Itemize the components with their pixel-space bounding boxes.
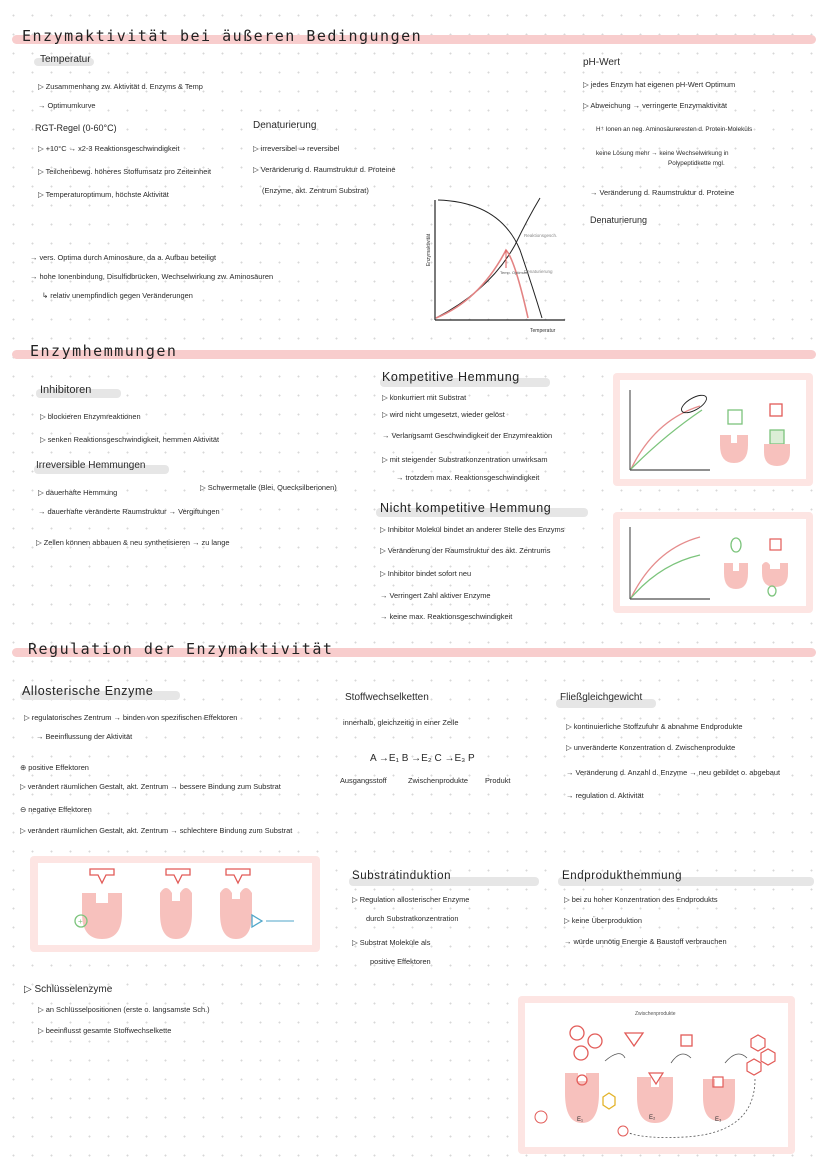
endprod-substrate-2 (588, 1034, 602, 1048)
temp-line-1: ▷ Zusammenhang zw. Aktivität d. Enzyms & Temp (38, 82, 203, 91)
rgt-heading: RGT-Regel (0-60°C) (35, 123, 117, 133)
endprod-enzyme-label-e2: E₂ (649, 1115, 656, 1121)
denat-line-2: ▷ Veränderung d. Raumstruktur d. Proteine (253, 165, 396, 174)
substrat-line-2: durch Substratkonzentration (366, 914, 459, 923)
temp-note-3: ↳ relativ unempfindlich gegen Veränderungen (42, 291, 193, 300)
nichtkomp-enzyme-2 (762, 562, 788, 587)
inhib-heading: Inhibitoren (40, 384, 92, 396)
endprod-line-2: ▷ keine Überproduktion (564, 916, 642, 925)
endprod-enzyme-label-e1: E₁ (577, 1117, 584, 1123)
endprod-diagram-top-label: Zwischenprodukte (635, 1011, 676, 1017)
ph-line-3: H⁺ Ionen an neg. Aminosäureresten d. Protein-Moleküls (596, 126, 753, 133)
irrev-line-2: → dauerhafte veränderte Raumstruktur → Vergiftungen (38, 507, 220, 516)
temperature-graph (420, 190, 570, 338)
komp-line-4: ▷ mit steigender Substratkonzentration unwirksam (382, 455, 548, 464)
ph-line-7: Denaturierung (590, 215, 648, 225)
denat-heading: Denaturierung (253, 120, 317, 131)
komp-enzyme-2 (764, 444, 790, 466)
endprod-intermediate-1 (625, 1033, 643, 1046)
nichtkomp-substrate-shape (770, 539, 781, 550)
endprod-flow-arrow-1 (605, 1054, 625, 1061)
stoff-caption-2: Zwischenprodukte (408, 776, 468, 785)
denat-line-3: (Enzyme, akt. Zentrum Substrat) (262, 186, 369, 195)
endprod-minus-sign (618, 1126, 628, 1136)
fliess-heading: Fließgleichgewicht (560, 692, 643, 703)
nichtkomp-line-5: → keine max. Reaktionsgeschwindigkeit (380, 612, 513, 621)
rgt-line-3: ▷ Temperaturoptimum, höchste Aktivität (38, 190, 169, 199)
endprod-enzyme-label-e3: E₃ (715, 1117, 722, 1123)
temp-heading: Temperatur (40, 54, 91, 65)
komp-line-3: → Verlangsamt Geschwindigkeit der Enzymreaktion (382, 431, 553, 440)
stoff-caption-1: Ausgangsstoff (340, 776, 387, 785)
temp-line-2: → Optimumkurve (38, 101, 96, 110)
endprod-product-3 (747, 1059, 761, 1075)
activity-curve (436, 250, 528, 318)
komp-curve-with (631, 410, 702, 469)
graph-ylabel: Enzymaktivität (426, 233, 432, 267)
schluessel-line-1: ▷ an Schlüsselpositionen (erste o. langsamste Sch.) (38, 1005, 210, 1014)
allo-substrate-3 (226, 869, 250, 883)
inhib-line-1: ▷ blockieren Enzymreaktionen (40, 412, 141, 421)
ph-line-2: ▷ Abweichung → verringerte Enzymaktivität (583, 101, 728, 110)
allo-substrate-2 (166, 869, 190, 883)
endprod-line-1: ▷ bei zu hoher Konzentration des Endprodukts (564, 895, 718, 904)
fliess-line-3: → Veränderung d. Anzahl d. Enzyme → neu gebildet o. abgebaut (566, 768, 781, 777)
ph-line-4: keine Lösung mehr → keine Wechselwirkung in (596, 150, 729, 157)
endprod-flow-arrow-3 (725, 1054, 747, 1063)
rgt-line-2: ▷ Teilchenbewg. höheres Stoffumsatz pro Zeiteinheit (38, 167, 212, 176)
denat-line-1: ▷ irreversibel ⇒ reversibel (253, 144, 340, 153)
endprod-flow-arrow-2 (671, 1054, 691, 1063)
nichtkomp-line-4: → Verringert Zahl aktiver Enzyme (380, 591, 491, 600)
allo-line-6: ▷ verändert räumlichen Gestalt, akt. Zentrum → schlechtere Bindung zum Substrat (20, 826, 293, 835)
endprod-heading: Endprodukthemmung (562, 870, 683, 882)
komp-inhibitor-shape (728, 410, 742, 424)
ph-line-1: ▷ jedes Enzym hat eigenen pH-Wert Optimum (583, 80, 736, 89)
allo-heading: Allosterische Enzyme (22, 684, 154, 698)
komp-enzyme-1 (720, 435, 748, 463)
komp-heading: Kompetitive Hemmung (382, 370, 520, 384)
allo-enzyme-3 (220, 888, 252, 939)
nichtkomp-line-1: ▷ Inhibitor Molekül bindet an anderer Stelle des Enzyms (380, 525, 565, 534)
allo-line-5: ⊖ negative Effektoren (20, 805, 92, 814)
endprod-enzyme-e1 (565, 1073, 599, 1123)
rgt-line-1: ▷ +10°C → x2-3 Reaktionsgeschwindigkeit (38, 144, 180, 153)
graph-label-reaktion: Reaktionsgesch. (524, 233, 558, 238)
nichtkomp-heading: Nicht kompetitive Hemmung (380, 501, 552, 515)
schluessel-heading: ▷ Schlüsselenzyme (24, 984, 113, 995)
nichtkomp-line-2: ▷ Veränderung der Raumstruktur des akt. Zentrums (380, 546, 551, 555)
komp-inhibitor-bound (770, 430, 784, 444)
nichtkomp-enzyme-1 (724, 563, 748, 589)
temp-note-1: → vers. Optima durch Aminosäure, da a. Aufbau beteiligt (30, 253, 217, 262)
stoff-caption-3: Produkt (485, 776, 511, 785)
komp-line-2: ▷ wird nicht umgesetzt, wieder gelöst (382, 410, 505, 419)
inhib-line-2: ▷ senken Reaktionsgeschwindigkeit, hemmen Aktivität (40, 435, 220, 444)
irrev-line-1: ▷ dauerhafte Hemmung (38, 488, 118, 497)
nichtkomp-line-3: ▷ Inhibitor bindet sofort neu (380, 569, 472, 578)
nichtkomp-inhibitor-shape (731, 538, 741, 552)
allo-illustration (38, 863, 312, 945)
allo-enzyme-1 (82, 893, 122, 939)
endprod-inhibitor-product (603, 1093, 615, 1109)
allo-line-3: ⊕ positive Effektoren (20, 763, 89, 772)
ph-line-6: → Veränderung d. Raumstruktur d. Proteine (590, 188, 735, 197)
allo-plus-sign: + (78, 917, 83, 926)
stoff-chain: A →E₁ B →E₂ C →E₃ P (370, 753, 475, 764)
komp-line-5: → trotzdem max. Reaktionsgeschwindigkeit (396, 473, 540, 482)
irrev-heading: Irreversible Hemmungen (36, 460, 146, 471)
endprod-illustration (525, 1003, 788, 1147)
fliess-line-2: ▷ unveränderte Konzentration d. Zwischenprodukte (566, 743, 736, 752)
section-title-bedingungen: Enzymaktivität bei äußeren Bedingungen (22, 27, 423, 45)
irrev-line-3: ▷ Zellen können abbauen & neu synthetisieren → zu lange (36, 538, 230, 547)
graph-label-optimum: Temp. Optimum (500, 270, 529, 275)
komp-line-1: ▷ konkurriert mit Substrat (382, 393, 467, 402)
denaturation-curve (438, 200, 542, 318)
fliess-line-1: ▷ kontinuierliche Stoffzufuhr & abnahme Endprodukte (566, 722, 743, 731)
section-title-regulation: Regulation der Enzymaktivität (28, 640, 334, 658)
substrat-line-4: positive Effektoren (370, 957, 431, 966)
endprod-intermediate-2 (681, 1035, 692, 1046)
fliess-line-4: → regulation d. Aktivität (566, 791, 644, 800)
irrev-line-4: ▷ Schwermetalle (Blei, Quecksilberionen) (200, 483, 337, 492)
nichtkomp-curve-without (631, 537, 700, 598)
nichtkomp-curve-with (631, 555, 700, 598)
komp-vmax-marker (679, 392, 709, 416)
substrat-line-1: ▷ Regulation allosterischer Enzyme (352, 895, 470, 904)
endprod-product-1 (751, 1035, 765, 1051)
substrat-line-3: ▷ Substrat Moleküle als (352, 938, 431, 947)
substrat-heading: Substratinduktion (352, 870, 452, 882)
schluessel-line-2: ▷ beeinflusst gesamte Stoffwechselkette (38, 1026, 172, 1035)
ph-line-5: Polypeptidkette mgl. (668, 160, 725, 167)
section-title-hemmungen: Enzymhemmungen (30, 342, 178, 360)
stoff-heading: Stoffwechselketten (345, 692, 429, 703)
nichtkomp-inhibitor-bound (768, 586, 776, 596)
allo-line-2: → Beeinflussung der Aktivität (36, 732, 133, 741)
allo-line-4: ▷ verändert räumlichen Gestalt, akt. Zentrum → bessere Bindung zum Substrat (20, 782, 281, 791)
endprod-substrate-1 (570, 1026, 584, 1040)
stoff-line-1: innerhalb, gleichzeitig in einer Zelle (343, 718, 459, 727)
endprod-product-2 (761, 1049, 775, 1065)
graph-label-denat: Denaturierung (524, 269, 553, 274)
temp-note-2: → hohe Ionenbindung, Disulfidbrücken, Wechselwirkung zw. Aminosäuren (30, 272, 274, 281)
ph-heading: pH-Wert (583, 57, 621, 68)
allo-negative-effector (252, 915, 262, 927)
graph-xlabel: Temperatur (530, 328, 556, 334)
allo-substrate-1 (90, 869, 114, 883)
nichtkomp-illustration (620, 519, 806, 606)
allo-line-1: ▷ regulatorisches Zentrum → binden von spezifischen Effektoren (24, 713, 238, 722)
endprod-line-3: → würde unnötig Energie & Baustoff verbrauchen (564, 937, 727, 946)
endprod-enzyme-e3 (703, 1079, 735, 1121)
endprod-substrate-3 (574, 1046, 588, 1060)
komp-illustration (620, 380, 806, 479)
endprod-plus-sign (535, 1111, 547, 1123)
komp-substrate-shape (770, 404, 782, 416)
allo-enzyme-2 (160, 888, 192, 939)
